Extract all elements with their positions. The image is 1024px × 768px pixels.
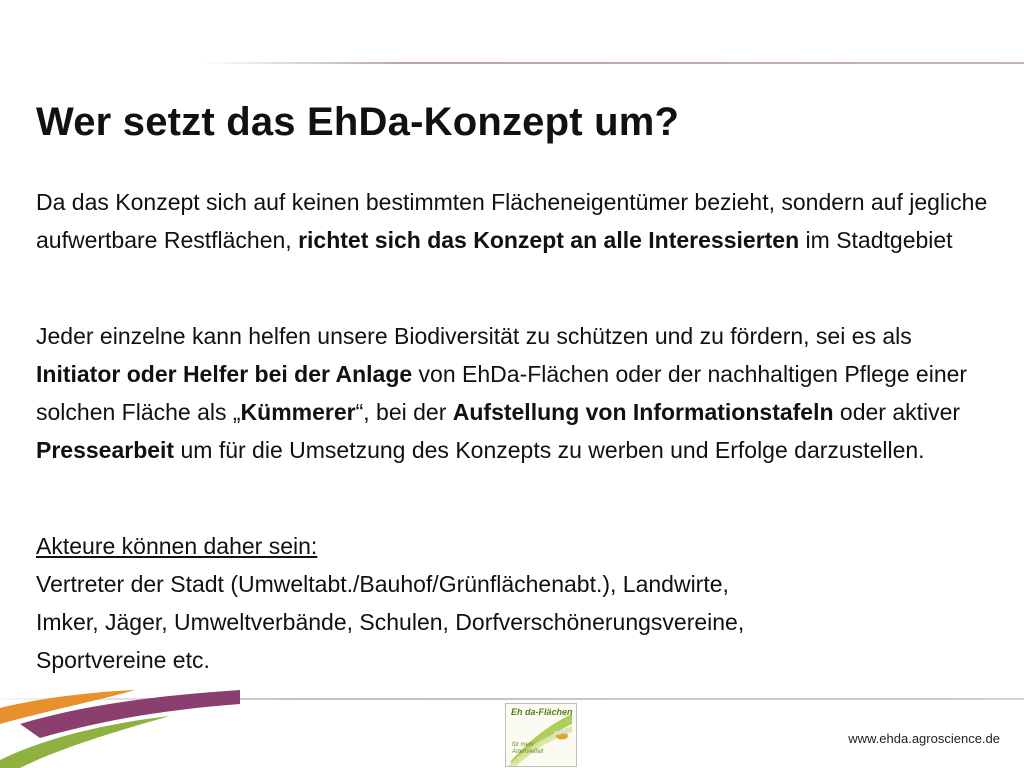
actors-line-2: Imker, Jäger, Umweltverbände, Schulen, Dorfverschönerungsvereine,: [36, 609, 745, 635]
p2-text-c: von EhDa-Flächen oder der nachhaltigen Pflege einer solchen Fläche als „: [36, 361, 968, 425]
website-url[interactable]: www.ehda.agroscience.de: [848, 731, 1000, 746]
decorative-swoosh: [0, 680, 240, 768]
top-divider: [200, 62, 1024, 64]
p2-text-a: Jeder einzelne kann helfen unsere Biodiversität zu schützen und zu fördern, sei es als: [36, 323, 912, 349]
p2-emphasis-infotafeln: Aufstellung von Informationstafeln: [452, 399, 834, 425]
paragraph-how-to-help: [36, 317, 996, 469]
slide-title: Wer setzt das EhDa-Konzept um?: [36, 100, 680, 144]
p1-text-c: im Stadtgebiet: [799, 227, 953, 253]
p1-emphasis: richtet sich das Konzept an alle Interessierten: [298, 227, 800, 253]
p2-text-e: “, bei der: [355, 399, 453, 425]
actors-heading: Akteure können daher sein:: [36, 533, 318, 559]
logo-title: Eh da-Flächen: [511, 707, 573, 717]
p1-text-a: Da das Konzept sich auf keinen bestimmten Flächeneigentümer bezieht, sondern auf jegliche aufwertbare Restflächen,: [36, 189, 988, 253]
actors-line-1: Vertreter der Stadt (Umweltabt./Bauhof/Grünflächenabt.), Landwirte,: [36, 571, 729, 597]
p2-emphasis-initiator: Initiator oder Helfer bei der Anlage: [36, 361, 413, 387]
p2-text-g: oder aktiver: [833, 399, 961, 425]
actors-line-3: Sportvereine etc.: [36, 647, 210, 673]
swoosh-purple-band: [20, 690, 240, 738]
paragraph-concept-scope: [36, 183, 996, 259]
ehda-logo: [505, 703, 577, 767]
p2-emphasis-kuemmerer: Kümmerer: [240, 399, 356, 425]
paragraph-actors: [36, 527, 996, 679]
p2-text-i: um für die Umsetzung des Konzepts zu werben und Erfolge darzustellen.: [174, 437, 925, 463]
p2-emphasis-pressearbeit: Pressearbeit: [36, 437, 175, 463]
logo-subtitle: für mehr Artenvielfalt: [512, 742, 544, 755]
